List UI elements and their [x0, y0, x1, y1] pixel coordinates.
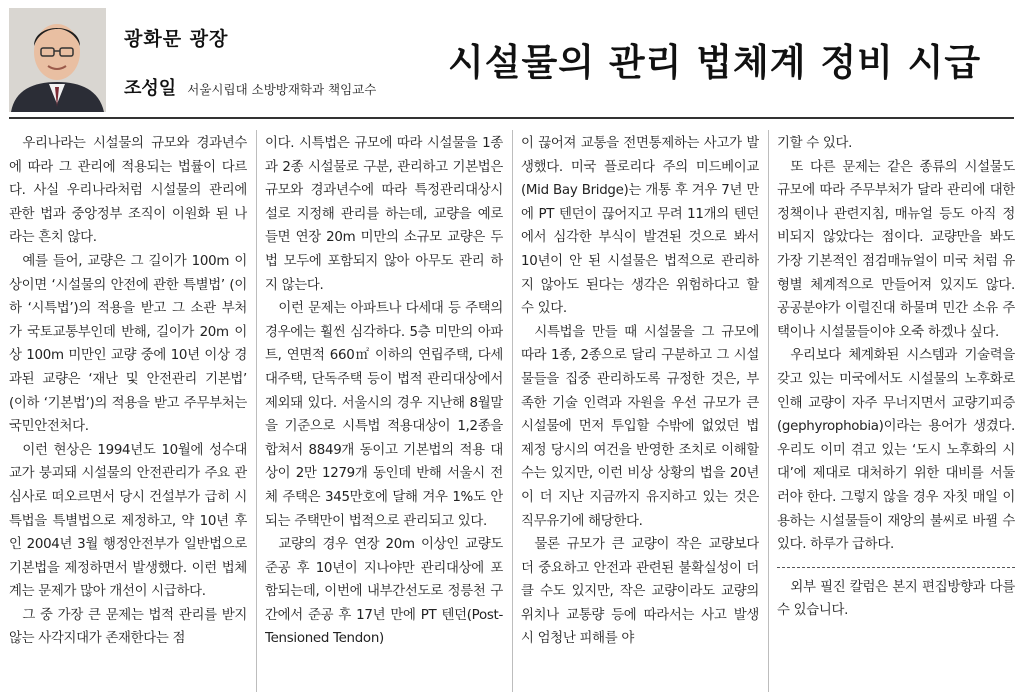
paragraph: 이 끊어져 교통을 전면통제하는 사고가 발생했다. 미국 플로리다 주의 미드베이교(Mid Bay Bridge)는 개통 후 겨우 7년 만에 PT 텐던이 끊어지고 무려 11개의 텐던에서 심각한 부식이 발견된 것으로 봐서 10년이 안 된 시설물은 법적으로 관리하지 않아도 된다는 생각은 위험하다고 할 수 있다. [521, 136, 759, 317]
paragraph: 우리나라는 시설물의 규모와 경과년수에 따라 그 관리에 적용되는 법률이 다르다. 사실 우리나라처럼 시설물의 관리에 관한 법과 중앙정부 조직이 이원화 된 나라는 흔치 않다. [9, 136, 247, 246]
column-divider [256, 130, 257, 692]
paragraph: 이다. 시특법은 규모에 따라 시설물을 1종과 2종 시설물로 구분, 관리하고 기본법은 규모와 경과년수에 따라 특정관리대상시설로 지정해 관리를 하는데, 교량을 예로 들면 연장 20m 미만의 소규모 교량은 두 법 모두에 포함되지 않아 아무도 관리 하지 않는다. [265, 136, 503, 293]
author-photo [9, 8, 106, 112]
paragraph: 또 다른 문제는 같은 종류의 시설물도 규모에 따라 주무부처가 달라 관리에 대한 정책이나 관련지침, 매뉴얼 등도 아직 정비되지 않았다는 점이다. 교량만을 봐도 가장 기본적인 점검매뉴얼이 미국 처럼 유형별 체계적으로 만들어져 있지도 않다. 공공분야가 이럴진대 하물며 민간 소유 주택이나 시설물들이야 오죽 하겠나 싶다. [777, 159, 1015, 340]
disclaimer-note: 외부 필진 칼럼은 본지 편집방향과 다를 수 있습니다. [777, 579, 1015, 619]
paragraph: 이런 현상은 1994년도 10월에 성수대교가 붕괴돼 시설물의 안전관리가 주요 관심사로 떠오르면서 당시 건설부가 급히 시특법을 특별법으로 제정하고, 약 10년 후인 2004년 3월 행정안전부가 일반법으로 기본법을 제정하면서 발생했다. 이런 법체계는 문제가 많아 개선이 시급하다. [9, 442, 247, 600]
disclaimer-rule [777, 567, 1015, 568]
paragraph: 교량의 경우 연장 20m 이상인 교량도 준공 후 10년이 지나야만 관리대상에 포함되는데, 이번에 내부간선도로 정릉천 구간에서 준공 후 17년 만에 PT 텐던(Post-Tensioned Tendon) [265, 537, 503, 647]
header-rule [9, 117, 1014, 119]
article-column-4 [777, 132, 1015, 692]
paragraph: 이런 문제는 아파트나 다세대 등 주택의 경우에는 훨씬 심각하다. 5층 미만의 아파트, 연면적 660㎡ 이하의 연립주택, 다세대주택, 단독주택 등이 법적 관리대상에서 제외돼 있다. 서울시의 경우 지난해 8월말을 기준으로 시특법 적용대상이 1,2종을 합쳐서 8849개 동이고 기본법의 적용 대상이 2만 1279개 동인데 반해 서울시 전체 주택은 345만호에 달해 겨우 1%도 안 되는 주택만이 법적으로 관리되고 있다. [265, 301, 503, 529]
author-name: 조성일 [124, 78, 177, 99]
column-kicker: 광화문 광장 [124, 28, 229, 50]
column-divider [512, 130, 513, 692]
article-column-1 [9, 132, 247, 692]
paragraph: 우리보다 체계화된 시스템과 기술력을 갖고 있는 미국에서도 시설물의 노후화로 인해 교량이 자주 무너지면서 교량기피증(gephyrophobia)이라는 용어가 생겼다. 우리도 이미 겪고 있는 ‘도시 노후화의 시대’에 제대로 대처하기 위한 대비를 서둘러야 한다. 그렇지 않을 경우 자칫 매일 이용하는 시설물들이 재앙의 불씨로 바뀔 수 있다. 하루가 급하다. [777, 348, 1015, 553]
column-divider [768, 130, 769, 692]
paragraph: 그 중 가장 큰 문제는 법적 관리를 받지 않는 사각지대가 존재한다는 점 [9, 607, 247, 647]
paragraph: 물론 규모가 큰 교량이 작은 교량보다 더 중요하고 안전과 관련된 불확실성이 더 클 수도 있지만, 작은 교량이라도 교량의 위치나 교통량 등에 따라서는 사고 발생 시 엄청난 피해를 야 [521, 537, 759, 647]
headline: 시설물의 관리 법체계 정비 시급 [448, 40, 982, 84]
paragraph: 기할 수 있다. [777, 136, 853, 151]
author-affiliation: 서울시립대 소방방재학과 책임교수 [187, 82, 377, 97]
byline [124, 74, 376, 100]
paragraph: 시특법을 만들 때 시설물을 그 규모에 따라 1종, 2종으로 달리 구분하고 그 시설물들을 집중 관리하도록 규정한 것은, 부족한 기술 인력과 자원을 우선 규모가 큰 시설물에 먼저 투입할 수밖에 없었던 법 제정 당시의 여건을 반영한 조치로 이해할 수는 있지만, 이런 비상 상황의 법을 20년이 더 지난 지금까지 유지하고 있는 것은 직무유기에 해당한다. [521, 324, 759, 529]
article-header [0, 0, 1024, 120]
paragraph: 예를 들어, 교량은 그 길이가 100m 이상이면 ‘시설물의 안전에 관한 특별법’ (이하 ‘시특법’)의 적용을 받고 그 소관 부처가 국토교통부인데 반해, 길이가 20m 이상 100m 미만인 교량 중에 10년 이상 경과된 교량은 ‘재난 및 안전관리 기본법’ (이하 ‘기본법’)의 적용을 받고 주무부처는 국민안전처다. [9, 253, 247, 435]
article-column-3 [521, 132, 759, 692]
article-column-2 [265, 132, 503, 692]
